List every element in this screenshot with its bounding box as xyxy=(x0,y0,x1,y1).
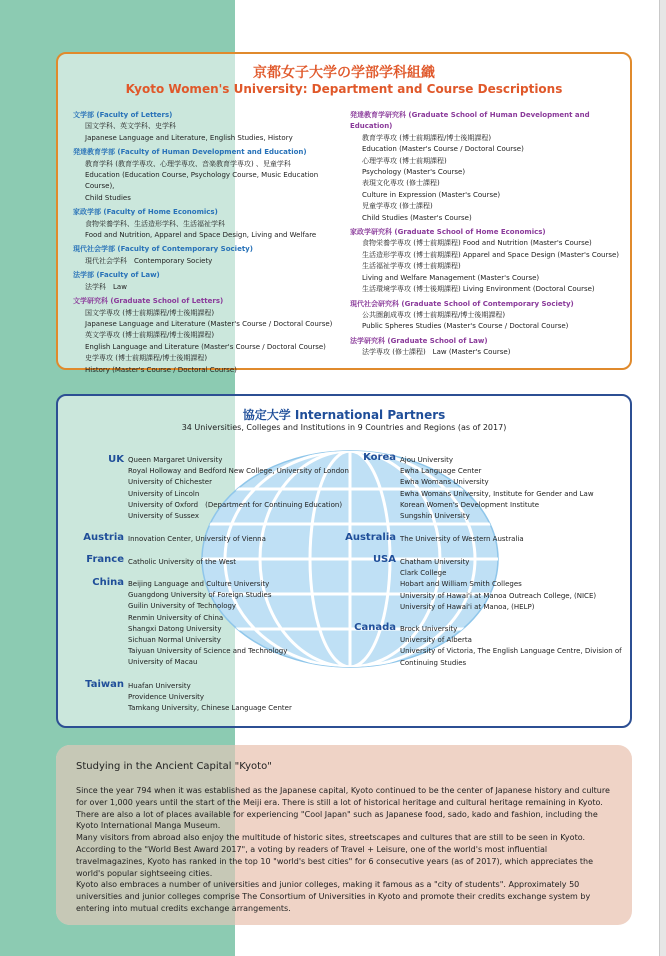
partners-box xyxy=(56,394,632,728)
university-item: Brock University xyxy=(400,625,458,633)
dept-line: Child Studies (Master's Course) xyxy=(362,213,472,222)
dept-line: 国文学科、英文学科、史学科 xyxy=(85,122,176,131)
university-item: Catholic University of the West xyxy=(128,558,237,566)
university-item: Beijing Language and Culture University xyxy=(128,580,270,588)
dept-line: Education (Education Course, Psychology Course, Music Education Course), xyxy=(85,171,319,191)
university-item: Taiyuan University of Science and Technology xyxy=(128,647,288,656)
dept-line: Psychology (Master's Course) xyxy=(362,168,466,177)
dept-line: 表現文化専攻 (修士課程) xyxy=(362,179,440,188)
university-item: Continuing Studies xyxy=(400,658,467,667)
university-item: University of Hawai'i at Manoa Outreach College, (NICE) xyxy=(400,591,597,600)
dept-line: 食物栄養学専攻 (博士前期課程) Food and Nutrition (Master's Course) xyxy=(362,239,592,248)
dept-line: 英文学専攻 (博士前期課程/博士後期課程) xyxy=(85,331,215,340)
country-canada: Canada xyxy=(354,622,396,633)
dept-line: 教育学専攻 (博士前期課程/博士後期課程) xyxy=(362,133,492,142)
country-austria: Austria xyxy=(83,532,124,543)
korea-universities xyxy=(400,455,625,522)
partners-subtitle: 34 Universities, Colleges and Institutions in 9 Countries and Regions (as of 2017) xyxy=(181,423,507,432)
dept-line: Culture in Expression (Master's Course) xyxy=(362,190,501,199)
austria-universities xyxy=(128,534,328,545)
university-item: Providence University xyxy=(128,693,205,702)
university-item: Sichuan Normal University xyxy=(128,636,221,645)
university-item: Queen Margaret University xyxy=(128,456,223,464)
dept-line: Japanese Language and Literature (Master's Course / Doctoral Course) xyxy=(85,319,333,328)
canada-universities xyxy=(400,624,625,669)
dept-line: Public Spheres Studies (Master's Course / Doctoral Course) xyxy=(362,322,569,331)
university-item: Korean Women's Development Institute xyxy=(400,500,540,509)
kyoto-paragraph: Kyoto also embraces a number of universities and junior colleges, making it famous as a "city of students". Approximately 50 universities and junior colleges comprise The Consortium of Universities in Kyoto and promote their credits exchange system by entering into mutual credits exchange arrangements. xyxy=(76,880,591,913)
uk-universities xyxy=(128,455,368,522)
page-edge xyxy=(659,0,666,956)
dept-line: Japanese Language and Literature, English Studies, History xyxy=(85,133,293,142)
university-item: Hobart and William Smith Colleges xyxy=(400,580,522,589)
faculties-title-en: Kyoto Women's University: Department and Course Descriptions xyxy=(125,82,563,96)
university-item: University of Hawai'i at Manoa, (HELP) xyxy=(400,602,535,611)
country-usa: USA xyxy=(372,554,396,565)
dept-line: Living and Welfare Management (Master's Course) xyxy=(362,273,540,282)
grad-heading: 発達教育学研究科 (Graduate School of Human Development and Education) xyxy=(350,111,590,131)
france-universities xyxy=(128,557,328,568)
university-item: Ewha Womans University xyxy=(400,478,489,487)
university-item: University of Sussex xyxy=(128,512,200,521)
dept-line: 教育学科 (教育学専攻、心理学専攻、音楽教育学専攻) 、児童学科 xyxy=(85,159,291,168)
university-item: Ajou University xyxy=(400,456,453,464)
university-item: Chatham University xyxy=(400,558,470,566)
grad-heading: 文学研究科 (Graduate School of Letters) xyxy=(73,297,224,306)
dept-heading: 現代社会学部 (Faculty of Contemporary Society) xyxy=(73,245,253,254)
dept-line: Food and Nutrition, Apparel and Space Design, Living and Welfare xyxy=(85,231,317,240)
university-item: University of Victoria, The English Language Centre, Division of xyxy=(400,647,622,656)
university-item: Shangxi Datong University xyxy=(128,624,222,633)
dept-line: 史学専攻 (博士前期課程/博士後期課程) xyxy=(85,354,208,363)
faculties-left-column xyxy=(73,110,348,376)
dept-heading: 家政学部 (Faculty of Home Economics) xyxy=(73,208,218,217)
university-item: Ewha Language Center xyxy=(400,467,482,476)
usa-universities xyxy=(400,557,625,613)
dept-line: 法学科 Law xyxy=(85,282,127,291)
kyoto-heading: Studying in the Ancient Capital "Kyoto" xyxy=(76,761,272,772)
kyoto-body xyxy=(76,785,616,915)
kyoto-paragraph: Many visitors from abroad also enjoy the multitude of historic sites, streetscapes and cultures that are still to be seen in Kyoto. According to the "World Best Award 2017", a voting by readers of Travel + Leisure, one of the world's most influential travelmagazines, Kyoto has ranked in the top 10 "world's best cities" for 6 consecutive years (as of 2017), which appreciates the world's popular sightseeing cities. xyxy=(76,833,594,878)
university-item: Clark College xyxy=(400,569,447,578)
country-france: France xyxy=(86,554,124,565)
dept-heading: 文学部 (Faculty of Letters) xyxy=(73,111,173,119)
university-item: University of Chichester xyxy=(128,478,212,487)
faculties-title-jp: 京都女子大学の学部学科組織 xyxy=(253,65,435,81)
dept-line: 国文学専攻 (博士前期課程/博士後期課程) xyxy=(85,308,215,317)
university-item: Guangdong University of Foreign Studies xyxy=(128,591,272,600)
university-item: Sungshin University xyxy=(400,512,470,521)
dept-line: 児童学専攻 (修士課程) xyxy=(362,202,433,211)
dept-line: English Language and Literature (Master's Course / Doctoral Course) xyxy=(85,342,326,351)
grad-heading: 現代社会研究科 (Graduate School of Contemporary Society) xyxy=(350,299,574,308)
grad-heading: 家政学研究科 (Graduate School of Home Economics) xyxy=(350,228,546,237)
dept-line: History (Master's Course / Doctoral Course) xyxy=(85,365,237,374)
university-item: The University of Western Australia xyxy=(400,535,524,543)
country-china: China xyxy=(92,577,124,588)
kyoto-box xyxy=(56,745,632,925)
university-item: University of Oxford (Department for Continuing Education) xyxy=(128,500,343,509)
dept-line: 生活福祉学専攻 (博士前期課程) xyxy=(362,262,461,271)
country-taiwan: Taiwan xyxy=(85,679,124,690)
dept-line: 生活環境学専攻 (博士後期課程) Living Environment (Doctoral Course) xyxy=(362,285,595,294)
university-item: University of Lincoln xyxy=(128,489,200,498)
australia-universities xyxy=(400,534,625,545)
dept-line: 法学専攻 (修士課程) Law (Master's Course) xyxy=(362,348,511,357)
university-item: Royal Holloway and Bedford New College, University of London xyxy=(128,467,349,476)
china-universities xyxy=(128,579,328,669)
faculties-right-column xyxy=(350,110,630,359)
university-item: Guilin University of Technology xyxy=(128,602,237,611)
university-item: Renmin University of China xyxy=(128,613,224,622)
country-korea: Korea xyxy=(363,452,396,463)
university-item: Tamkang University, Chinese Language Center xyxy=(128,704,292,713)
dept-line: 心理学専攻 (博士前期課程) xyxy=(362,156,447,165)
dept-line: 公共圏創成専攻 (博士前期課程/博士後期課程) xyxy=(362,310,506,319)
university-item: Innovation Center, University of Vienna xyxy=(128,535,266,543)
grad-heading: 法学研究科 (Graduate School of Law) xyxy=(350,336,488,345)
kyoto-paragraph: Since the year 794 when it was established as the Japanese capital, Kyoto continued to be the center of Japanese history and culture for over 1,000 years until the start of the Meiji era. There is still a lot of historical heritage and cultural heritage remaining in Kyoto. There are also a lot of places available for experiencing "Cool Japan" such as Japanese food, sado, kado and fashion, including the Kyoto International Manga Museum. xyxy=(76,786,610,831)
country-australia: Australia xyxy=(345,532,396,543)
university-item: Huafan University xyxy=(128,682,191,690)
dept-line: 食物栄養学科、生活造形学科、生活福祉学科 xyxy=(85,219,225,228)
dept-line: 現代社会学科 Contemporary Society xyxy=(85,256,213,265)
dept-line: Education (Master's Course / Doctoral Course) xyxy=(362,145,524,154)
university-item: University of Alberta xyxy=(400,636,472,645)
taiwan-universities xyxy=(128,681,328,715)
faculties-box xyxy=(56,52,632,374)
country-uk: UK xyxy=(108,454,124,465)
university-item: Ewha Womans University, Institute for Gender and Law xyxy=(400,489,594,498)
dept-line: 生活造形学専攻 (博士前期課程) Apparel and Space Design (Master's Course) xyxy=(362,250,620,259)
partners-title: 協定大学 International Partners xyxy=(242,408,446,422)
dept-heading: 法学部 (Faculty of Law) xyxy=(73,271,160,280)
university-item: University of Macau xyxy=(128,658,198,667)
dept-line: Child Studies xyxy=(85,193,131,202)
dept-heading: 発達教育学部 (Faculty of Human Development and Education) xyxy=(73,148,307,157)
